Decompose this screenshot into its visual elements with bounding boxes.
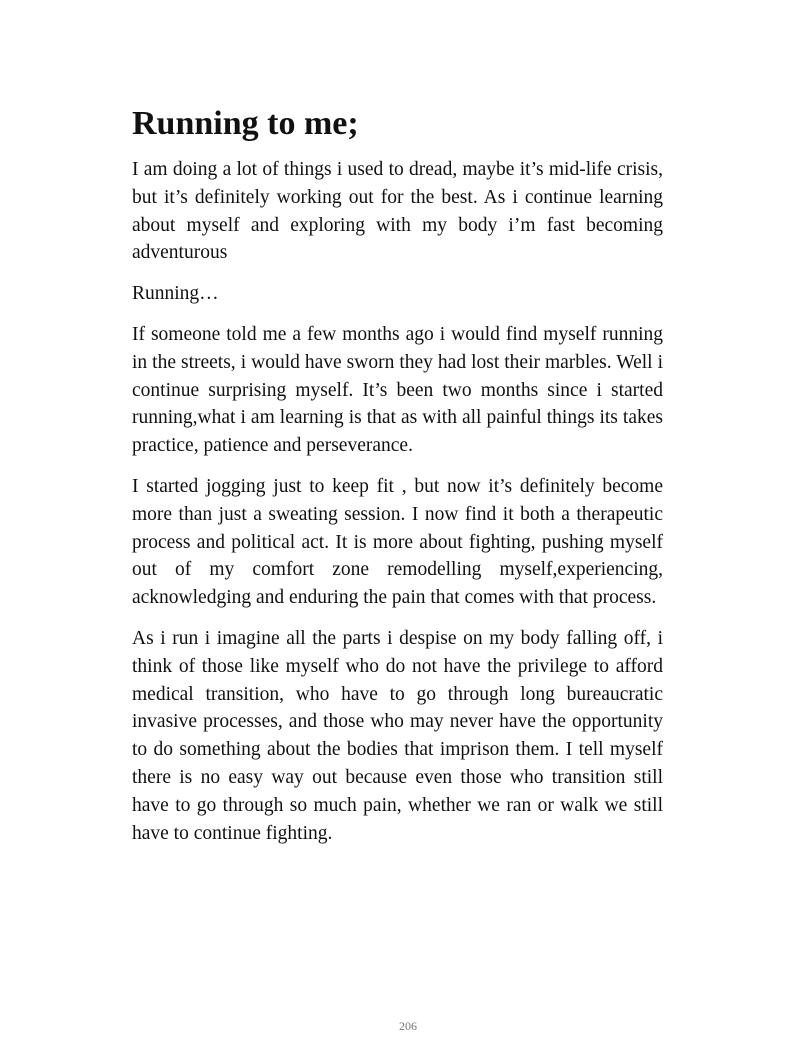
page-title: Running to me; xyxy=(132,105,359,142)
paragraph-jogging: I started jogging just to keep fit , but now it’s definitely become more than just a sweating session. I now find it both a therapeutic process and political act. It is more about fighting, pushing myself out of my comfort zone remodelling myself,experiencing, acknowledging and enduring the pain that comes with that process. xyxy=(132,475,663,609)
page-number: 206 xyxy=(399,1019,417,1033)
page-content xyxy=(132,100,663,860)
paragraph-as-i-run: As i run i imagine all the parts i despise on my body falling off, i think of those like myself who do not have the privilege to afford medical transition, who have to go through long bureaucratic invasive processes, and those who may never have the opportunity to do something about the bodies that imprison them. I tell myself there is no easy way out because even those who transition still have to go through so much pain, whether we ran or walk we still have to continue fighting. xyxy=(132,627,663,844)
paragraph-intro: I am doing a lot of things i used to dread, maybe it’s mid-life crisis, but it’s definitely working out for the best. As i continue learning about myself and exploring with my body i’m fast becoming adventurous xyxy=(132,159,663,264)
paragraph-running-heading: Running… xyxy=(132,283,219,305)
paragraph-months-ago: If someone told me a few months ago i would find myself running in the streets, i would have sworn they had lost their marbles. Well i continue surprising myself. It’s been two months since i started running,what i am learning is that as with all painful things its takes practice, patience and perseverance. xyxy=(132,323,663,457)
